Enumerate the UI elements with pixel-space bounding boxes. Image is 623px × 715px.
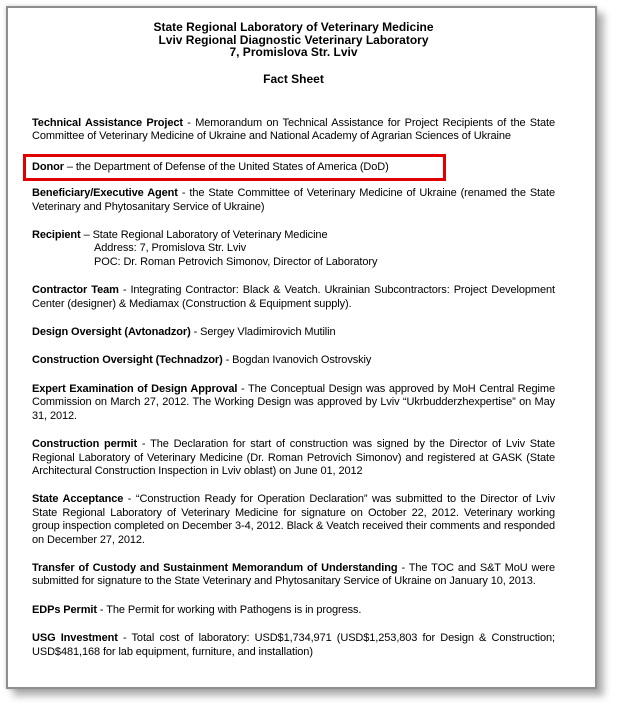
section-usg-investment	[32, 632, 555, 659]
section-lead: Beneficiary/Executive Agent	[32, 187, 178, 200]
document-body	[32, 117, 555, 659]
section-technical-assistance-project	[32, 117, 555, 144]
section-design-oversight	[32, 326, 555, 339]
section-separator: -	[123, 493, 136, 506]
section-lead: Technical Assistance Project	[32, 117, 183, 129]
section-text: The Permit for working with Pathogens is in progress.	[106, 603, 362, 616]
section-separator: -	[118, 284, 131, 297]
document-page	[6, 6, 597, 689]
header-line-address: 7, Promislova Str. Lviv	[229, 45, 358, 59]
section-expert-examination	[32, 383, 555, 423]
section-text: the State Committee of Veterinary Medicine of Ukraine (renamed the State Veterinary and Phytosanitary Service of Ukraine)	[32, 187, 556, 213]
section-separator: -	[117, 632, 132, 645]
section-transfer-of-custody	[32, 562, 555, 589]
section-separator: -	[96, 603, 107, 616]
section-lead: EDPs Permit	[32, 603, 97, 616]
fact-sheet-title: Fact Sheet	[263, 71, 324, 86]
recipient-poc-line: POC: Dr. Roman Petrovich Simonov, Director of Laboratory	[94, 255, 378, 268]
section-separator: -	[137, 438, 151, 451]
donor-highlight-box	[23, 154, 446, 181]
section-separator: -	[237, 382, 248, 395]
section-text: “Construction Ready for Operation Declaration” was submitted to the Director of Lviv State Regional Laboratory of Veterinary Medicine for signature on October 22, 2012. Veterinary working group inspection completed on December 3-4, 2012. Black & Veatch received their comments and responded on December 27, 2012.	[32, 493, 556, 546]
section-lead: State Acceptance	[32, 493, 124, 506]
section-separator: -	[190, 326, 201, 339]
section-state-acceptance	[32, 493, 555, 547]
section-construction-oversight	[32, 354, 555, 367]
section-lead: Transfer of Custody and Sustainment Memorandum of Understanding	[32, 561, 398, 574]
section-separator: -	[177, 187, 190, 200]
section-text: The Declaration for start of construction was signed by the Director of Lviv State Regional Laboratory of Veterinary Medicine (Dr. Roman Petrovich Simonov) and registered at GASK (State Architectural Construction Inspection in Lviv oblast) on June 01, 2012	[32, 438, 555, 477]
section-separator: –	[80, 229, 93, 242]
section-text: Sergey Vladimirovich Mutilin	[200, 326, 336, 339]
section-lead: Contractor Team	[32, 284, 119, 297]
section-donor	[32, 161, 437, 174]
section-text: State Regional Laboratory of Veterinary Medicine	[92, 229, 328, 242]
section-recipient	[32, 229, 555, 269]
section-text: The TOC and S&T MoU were submitted for signature to the State Veterinary and Phytosanitary Service of Ukraine on January 10, 2013.	[32, 561, 555, 588]
section-text: The Conceptual Design was approved by MoH Central Regime Commission on March 27, 2012. The Working Design was approved by Lviv “Ukrbudderzhexpertise” on May 31, 2012.	[32, 382, 555, 422]
section-lead: USG Investment	[32, 632, 118, 645]
section-lead: Recipient	[32, 229, 81, 242]
section-lead: Expert Examination of Design Approval	[32, 382, 238, 395]
section-edps-permit	[32, 604, 555, 617]
section-separator: -	[182, 117, 196, 129]
section-separator: -	[222, 354, 233, 367]
section-separator: –	[63, 160, 76, 173]
recipient-address-line: Address: 7, Promislova Str. Lviv	[94, 242, 247, 255]
document-header	[32, 21, 555, 59]
section-text: Memorandum on Technical Assistance for Project Recipients of the State Committee of Veterinary Medicine of Ukraine and National Academy of Agrarian Sciences of Ukraine	[32, 117, 555, 143]
section-lead: Design Oversight (Avtonadzor)	[32, 326, 191, 339]
section-text: Bogdan Ivanovich Ostrovskiy	[232, 354, 372, 367]
section-lead: Construction Oversight (Technadzor)	[32, 354, 223, 367]
section-text: the Department of Defense of the United States of America (DoD)	[75, 160, 389, 173]
section-lead: Construction permit	[32, 438, 138, 451]
header-line-lab: Lviv Regional Diagnostic Veterinary Laboratory	[158, 32, 429, 47]
section-beneficiary-executive-agent	[32, 187, 555, 214]
section-text: Total cost of laboratory: USD$1,734,971 (USD$1,253,803 for Design & Construction; USD$481,168 for lab equipment, furniture, and installation)	[32, 632, 555, 658]
section-separator: -	[397, 561, 409, 574]
recipient-line	[32, 229, 555, 242]
section-construction-permit	[32, 438, 555, 478]
section-lead: Donor	[32, 160, 64, 173]
section-text: Integrating Contractor: Black & Veatch. Ukrainian Subcontractors: Project Development Center (designer) & Mediamax (Construction & Equipment supply).	[32, 284, 555, 310]
header-line-org: State Regional Laboratory of Veterinary Medicine	[153, 20, 434, 34]
section-contractor-team	[32, 284, 555, 311]
